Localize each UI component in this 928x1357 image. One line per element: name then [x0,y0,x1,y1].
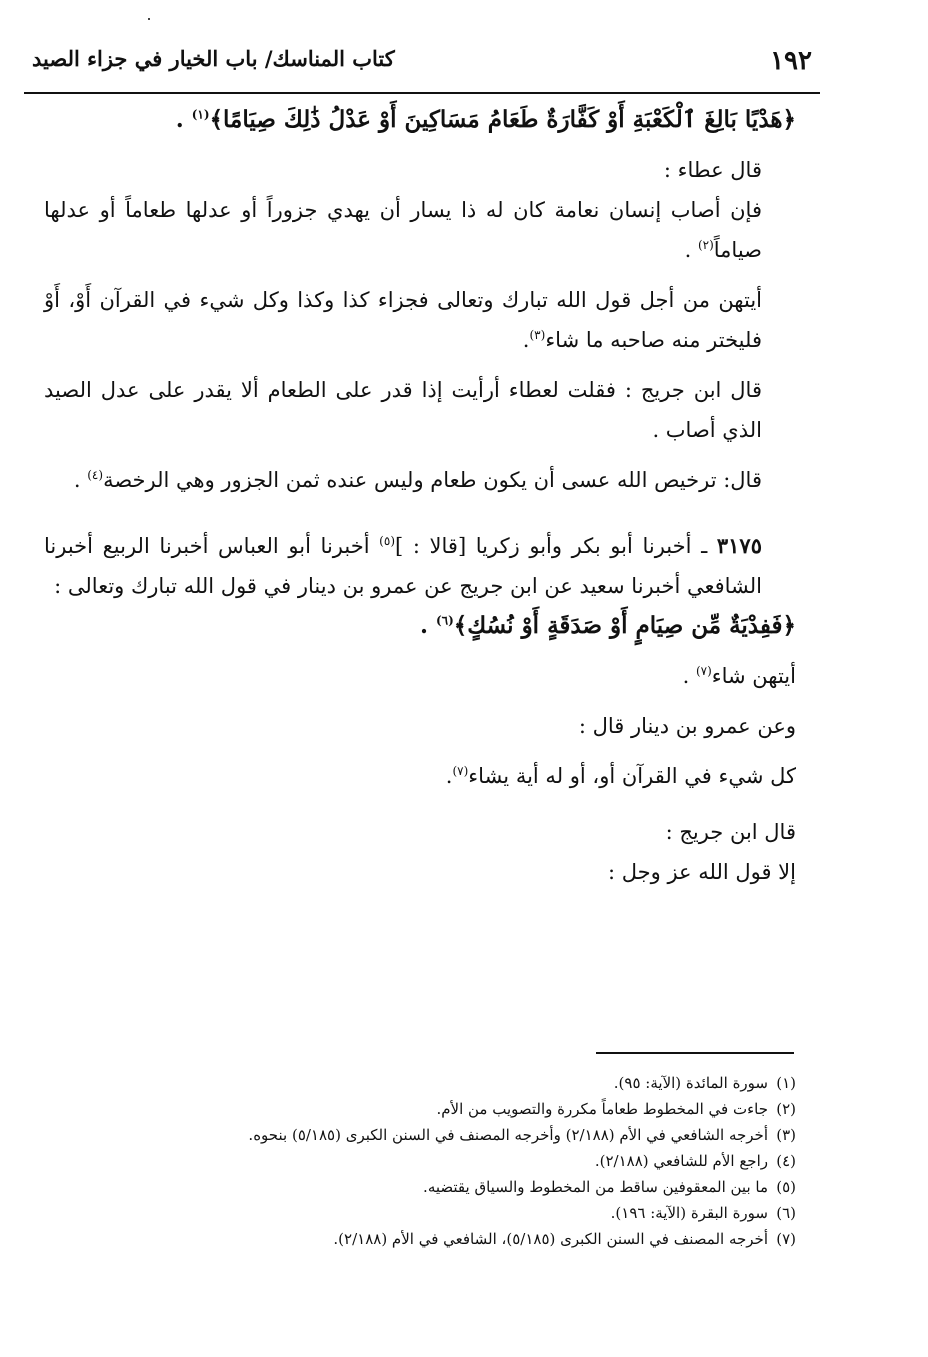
line-except-gods-word: إلا قول الله عز وجل : [608,860,796,884]
paragraph-text: فإن أصاب إنسان نعامة كان له ذا يسار أن يهدي جزوراً أو عدلها طعاماً أو عدلها صياماً [44,198,762,262]
hadith-chain-b: أخبرنا أبو العباس أخبرنا الربيع أخبرنا الشافعي أخبرنا سعيد عن ابن جريج عن عمرو بن دينار في قول الله تبارك وتعالى : [44,534,762,598]
footnote-number: (٦) [776,1204,796,1222]
page-number: ١٩٢ [770,46,812,76]
line-end: . [445,764,453,788]
hadith-3175 [44,526,796,606]
verse-text: ﴿هَدْيًا بَالِغَ ٱلْكَعْبَةِ أَوْ كَفَّارَةٌ طَعَامُ مَسَاكِينَ أَوْ عَدْلُ ذَٰلِكَ صِيَامًا﴾ [209,106,796,133]
paragraph-text: أيتهن من أجل قول الله تبارك وتعالى فجزاء كذا وكذا وكل شيء في القرآن أَوْ، أَوْ فليختر منه صاحبه ما شاء [44,288,762,352]
footnote-number: (٢) [776,1100,796,1118]
line-amr-said: وعن عمرو بن دينار قال : [578,714,796,738]
paragraph-end: . [73,468,88,492]
footnote-text: أخرجه المصنف في السنن الكبرى (٥/١٨٥)، الشافعي في الأم (٢/١٨٨). [333,1230,768,1248]
line-text: أيتهن شاء [711,664,796,688]
footnote-text: ما بين المعقوفين ساقط من المخطوط والسياق يقتضيه. [423,1178,768,1196]
footnote-3 [44,1122,796,1148]
footnote-ref: (٥) [379,534,395,548]
footnote-text: سورة البقرة (الآية: ١٩٦). [610,1204,768,1222]
scan-speck [148,18,150,20]
line-whichever [44,656,796,696]
paragraph-ostrich [44,190,796,270]
footnote-4 [44,1148,796,1174]
footnote-7 [44,1226,796,1252]
paragraph-concession [44,460,796,500]
verse-end: . [175,106,192,133]
footnote-text: أخرجه الشافعي في الأم (٢/١٨٨) وأخرجه المصنف في السنن الكبرى (٥/١٨٥) بنحوه. [248,1126,768,1144]
line-ibn-jurayj-said: قال ابن جريج : [665,820,796,844]
verse-end: . [419,612,436,639]
paragraph-end: . [522,328,530,352]
footnote-ref: (١) [191,107,210,122]
footnote-2 [44,1096,796,1122]
footnote-number: (٥) [776,1178,796,1196]
footnote-ref: (٧) [695,664,712,678]
footnotes [44,1070,796,1252]
main-text [44,100,796,892]
header-rule [24,92,820,94]
footnote-ref: (٧) [452,764,469,778]
line-end: . [682,664,696,688]
footnote-5 [44,1174,796,1200]
verse-baqarah [44,606,796,646]
hadith-number: ٣١٧٥ [716,533,762,558]
page-header [28,38,818,88]
footnote-1 [44,1070,796,1096]
footnote-ref: (٢) [697,238,714,252]
footnote-ref: (٣) [529,328,546,342]
footnote-text: سورة المائدة (الآية: ٩٥). [613,1074,768,1092]
footnote-6 [44,1200,796,1226]
paragraph-text: قال: ترخيص الله عسى أن يكون طعام وليس عنده ثمن الجزور وهي الرخصة [103,468,762,492]
paragraph-choice [44,280,796,360]
footnote-number: (٣) [776,1126,796,1144]
running-title: كتاب المناسك/ باب الخيار في جزاء الصيد [32,46,395,71]
footnote-text: راجع الأم للشافعي (٢/١٨٨). [594,1152,768,1170]
footnote-ref: (٦) [435,613,454,628]
line-everything-quran [44,756,796,796]
paragraph-ibn-jurayj-question: قال ابن جريج : فقلت لعطاء أرأيت إذا قدر على الطعام ألا يقدر على عدل الصيد الذي أصاب . [44,378,762,442]
hadith-chain-a: ـ أخبرنا أبو بكر وأبو زكريا [قالا : ] [395,534,717,558]
verse-text: ﴿فَفِدْيَةٌ مِّن صِيَامٍ أَوْ صَدَقَةٍ أَوْ نُسُكٍ﴾ [453,612,796,639]
paragraph-end: . [684,238,698,262]
line-text: كل شيء في القرآن أو، أو له أية يشاء [468,764,796,788]
footnote-ref: (٤) [87,468,104,482]
footnote-number: (٧) [776,1230,796,1248]
footnote-number: (١) [776,1074,796,1092]
footnote-text: جاءت في المخطوط طعاماً مكررة والتصويب من الأم. [436,1100,768,1118]
footnote-number: (٤) [776,1152,796,1170]
footnote-rule [596,1052,794,1054]
ata-said: قال عطاء : [663,158,762,182]
verse-maidah [44,100,796,140]
